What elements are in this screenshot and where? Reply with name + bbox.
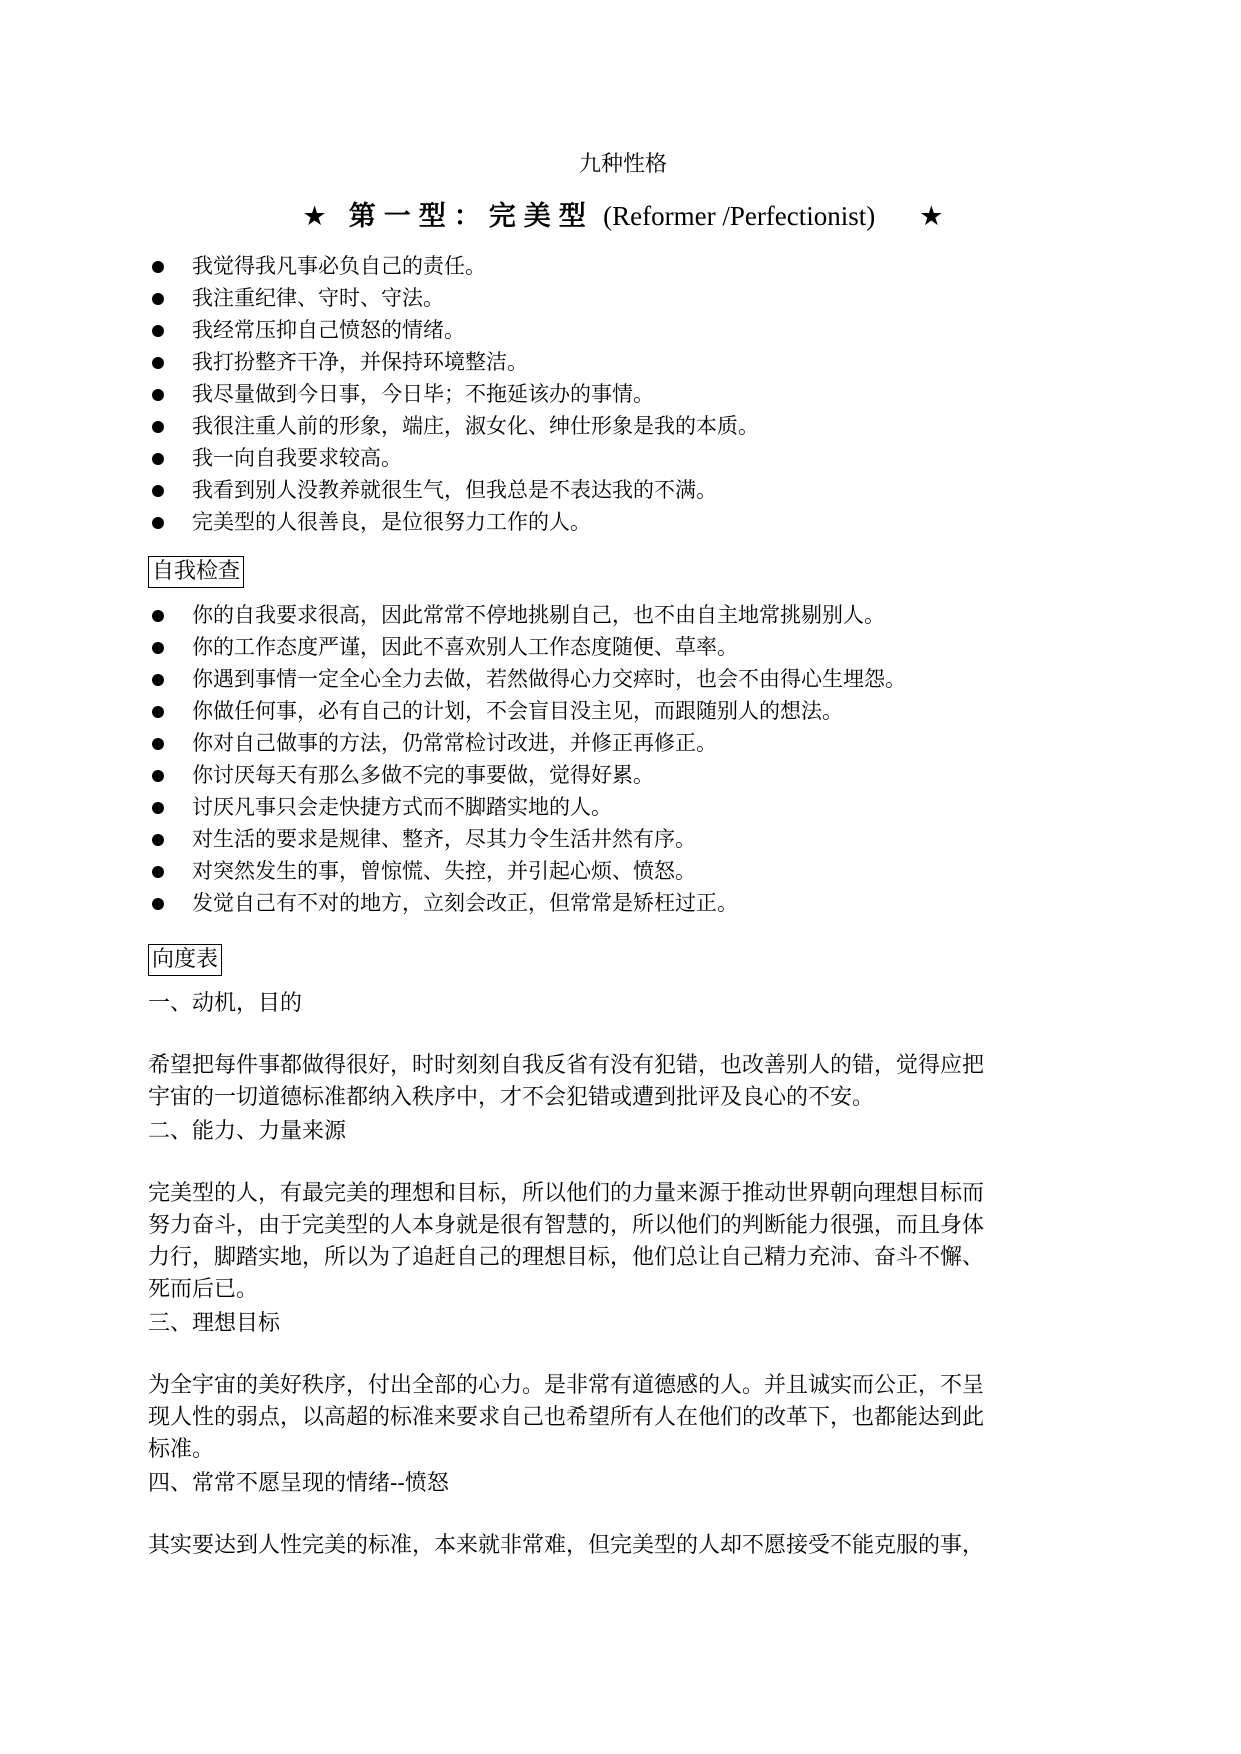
star-right-icon: ★	[919, 201, 944, 232]
bullet-icon	[152, 834, 164, 846]
type-title-cn: 第一型：完美型	[348, 201, 594, 232]
section-heading-ability: 二、能力、力量来源	[148, 1119, 347, 1144]
dimension-table-label: 向度表	[148, 944, 222, 976]
section-body-emotion: 其实要达到人性完美的标准，本来就非常难，但完美型的人却不愿接受不能克服的事，	[148, 1533, 985, 1558]
bullet-icon	[152, 770, 164, 782]
type-heading	[148, 198, 1098, 235]
self-check-item: 对生活的要求是规律、整齐，尽其力令生活井然有序。	[148, 823, 1098, 855]
section-body-ability: 完美型的人，有最完美的理想和目标，所以他们的力量来源于推动世界朝向理想目标而 努力奋斗，由于完美型的人本身就是很有智慧的，所以他们的判断能力很强，而且身体 力行，脚踏实地，所以为了追赶自己的理想目标，他们总让自己精力充沛、奋斗不懈、 死而后已。	[148, 1181, 985, 1302]
trait-item: 我一向自我要求较高。	[148, 442, 1098, 474]
bullet-icon	[152, 706, 164, 718]
section-heading-emotion: 四、常常不愿呈现的情绪--愤怒	[148, 1471, 449, 1496]
bullet-icon	[152, 357, 164, 369]
bullet-icon	[152, 610, 164, 622]
trait-item: 我尽量做到今日事，今日毕；不拖延该办的事情。	[148, 378, 1098, 410]
bullet-icon	[152, 674, 164, 686]
traits-list	[148, 250, 1098, 538]
bullet-icon	[152, 421, 164, 433]
bullet-icon	[152, 261, 164, 273]
trait-item: 我很注重人前的形象，端庄，淑女化、绅仕形象是我的本质。	[148, 410, 1098, 442]
trait-item: 我注重纪律、守时、守法。	[148, 282, 1098, 314]
bullet-icon	[152, 517, 164, 529]
document-title: 九种性格	[578, 152, 667, 177]
trait-item: 完美型的人很善良，是位很努力工作的人。	[148, 506, 1098, 538]
self-check-label: 自我检查	[148, 556, 244, 588]
bullet-icon	[152, 642, 164, 654]
self-check-item: 你的自我要求很高，因此常常不停地挑剔自己，也不由自主地常挑剔别人。	[148, 599, 1098, 631]
self-check-item: 讨厌凡事只会走快捷方式而不脚踏实地的人。	[148, 791, 1098, 823]
self-check-list	[148, 599, 1098, 919]
trait-item: 我看到别人没教养就很生气，但我总是不表达我的不满。	[148, 474, 1098, 506]
bullet-icon	[152, 325, 164, 337]
trait-item: 我经常压抑自己愤怒的情绪。	[148, 314, 1098, 346]
section-heading-motive: 一、动机，目的	[148, 991, 303, 1016]
self-check-item: 你讨厌每天有那么多做不完的事要做，觉得好累。	[148, 759, 1098, 791]
self-check-item: 你对自己做事的方法，仍常常检讨改进，并修正再修正。	[148, 727, 1098, 759]
bullet-icon	[152, 738, 164, 750]
bullet-icon	[152, 485, 164, 497]
bullet-icon	[152, 802, 164, 814]
section-body-ideal: 为全宇宙的美好秩序，付出全部的心力。是非常有道德感的人。并且诚实而公正，不呈 现人性的弱点，以高超的标准来要求自己也希望所有人在他们的改革下，也都能达到此 标准。	[148, 1373, 985, 1462]
section-body-motive: 希望把每件事都做得很好，时时刻刻自我反省有没有犯错，也改善别人的错，觉得应把 宇宙的一切道德标准都纳入秩序中，才不会犯错或遭到批评及良心的不安。	[148, 1053, 985, 1110]
trait-item: 我觉得我凡事必负自己的责任。	[148, 250, 1098, 282]
star-left-icon: ★	[302, 201, 327, 232]
trait-item: 我打扮整齐干净，并保持环境整洁。	[148, 346, 1098, 378]
bullet-icon	[152, 898, 164, 910]
self-check-item: 你遇到事情一定全心全力去做，若然做得心力交瘁时，也会不由得心生埋怨。	[148, 663, 1098, 695]
self-check-item: 你做任何事，必有自己的计划，不会盲目没主见，而跟随别人的想法。	[148, 695, 1098, 727]
self-check-item: 你的工作态度严谨，因此不喜欢别人工作态度随便、草率。	[148, 631, 1098, 663]
bullet-icon	[152, 453, 164, 465]
bullet-icon	[152, 293, 164, 305]
bullet-icon	[152, 866, 164, 878]
section-heading-ideal: 三、理想目标	[148, 1311, 281, 1336]
type-title-en: (Reformer /Perfectionist)	[603, 201, 876, 231]
self-check-item: 对突然发生的事，曾惊慌、失控，并引起心烦、愤怒。	[148, 855, 1098, 887]
self-check-item: 发觉自己有不对的地方，立刻会改正，但常常是矫枉过正。	[148, 887, 1098, 919]
bullet-icon	[152, 389, 164, 401]
